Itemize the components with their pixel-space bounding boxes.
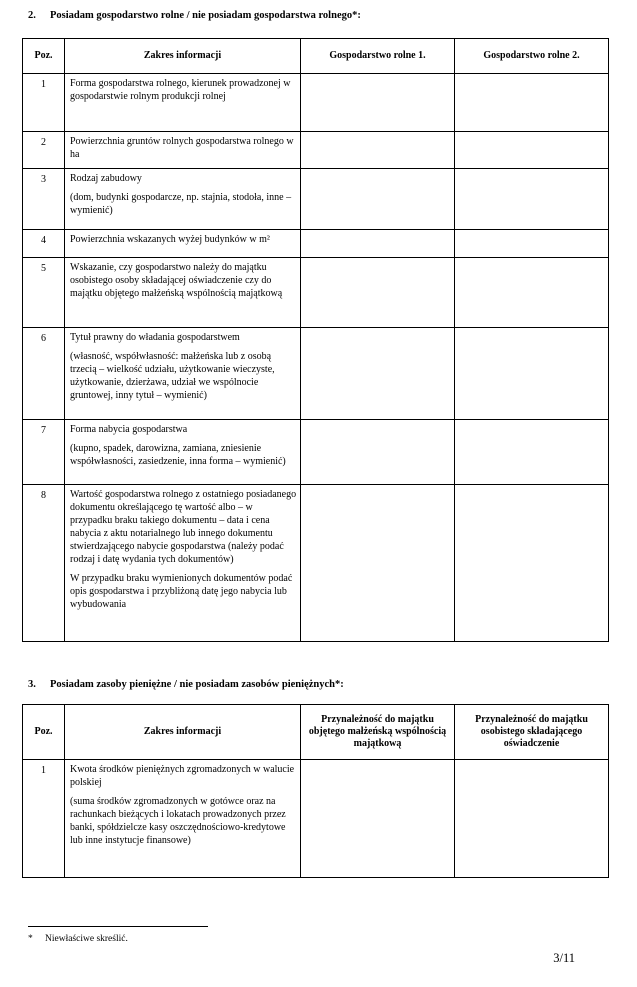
value-cell-2[interactable]: [455, 760, 609, 878]
table-row: [23, 74, 609, 132]
row-description: [65, 420, 301, 485]
header-poz: Poz.: [23, 39, 65, 74]
row-description-line: Tytuł prawny do władania gospodarstwem: [70, 332, 240, 343]
row-description: [65, 485, 301, 642]
table-row: [23, 485, 609, 642]
section-3-title: Posiadam zasoby pieniężne / nie posiadam zasobów pieniężnych*:: [50, 679, 344, 690]
row-position: 1: [23, 74, 65, 132]
row-description-line: (suma środków zgromadzonych w gotówce oraz na rachunkach bieżących i lokatach prowadzonych przez banki, spółdzielcze kasy oszczędnościowo-kredytowe lub inne instytucje finansowe): [70, 796, 286, 846]
row-description-line: Powierzchnia wskazanych wyżej budynków w m²: [70, 234, 270, 245]
table-row: [23, 328, 609, 420]
value-cell-1[interactable]: [301, 169, 455, 230]
table-row: [23, 169, 609, 230]
cash-table: [22, 704, 609, 878]
row-description: [65, 328, 301, 420]
table-row: [23, 258, 609, 328]
value-cell-2[interactable]: [455, 258, 609, 328]
value-cell-2[interactable]: [455, 485, 609, 642]
row-position: 1: [23, 760, 65, 878]
section-3-heading: [28, 679, 344, 690]
value-cell-1[interactable]: [301, 74, 455, 132]
farm-table: [22, 38, 609, 642]
value-cell-2[interactable]: [455, 169, 609, 230]
row-description: [65, 169, 301, 230]
section-2-title: Posiadam gospodarstwo rolne / nie posiadam gospodarstwa rolnego*:: [50, 10, 361, 21]
value-cell-1[interactable]: [301, 230, 455, 258]
table-row: [23, 420, 609, 485]
row-description: [65, 760, 301, 878]
value-cell-2[interactable]: [455, 328, 609, 420]
value-cell-2[interactable]: [455, 230, 609, 258]
section-3-number: 3.: [28, 679, 36, 690]
value-cell-1[interactable]: [301, 258, 455, 328]
footnote-divider: [28, 926, 208, 927]
row-description: [65, 258, 301, 328]
section-2-number: 2.: [28, 10, 36, 21]
header-wspolnosc: Przynależność do majątku objętego małżeńską wspólnością majątkową: [301, 705, 455, 760]
header-zakres: Zakres informacji: [65, 705, 301, 760]
value-cell-2[interactable]: [455, 132, 609, 169]
footnote-text: Niewłaściwe skreślić.: [45, 934, 128, 944]
row-position: 4: [23, 230, 65, 258]
row-position: 6: [23, 328, 65, 420]
header-gospodarstwo-2: Gospodarstwo rolne 2.: [455, 39, 609, 74]
header-poz: Poz.: [23, 705, 65, 760]
header-osobisty: Przynależność do majątku osobistego składającego oświadczenie: [455, 705, 609, 760]
header-gospodarstwo-1: Gospodarstwo rolne 1.: [301, 39, 455, 74]
row-description-line: Forma gospodarstwa rolnego, kierunek prowadzonej w gospodarstwie rolnym produkcji rolnej: [70, 78, 291, 102]
row-description-line: (kupno, spadek, darowizna, zamiana, zniesienie współwłasności, zasiedzenie, inna forma – wymienić): [70, 443, 286, 467]
value-cell-1[interactable]: [301, 760, 455, 878]
section-2-heading: [28, 10, 361, 21]
cash-table-header-row: [23, 705, 609, 760]
row-position: 7: [23, 420, 65, 485]
row-description-line: Powierzchnia gruntów rolnych gospodarstwa rolnego w ha: [70, 136, 294, 160]
header-zakres: Zakres informacji: [65, 39, 301, 74]
row-description-line: (własność, współwłasność: małżeńska lub z osobą trzecią – wielkość udziału, użytkowanie wieczyste, użytkowanie, dzierżawa, udział we wspólnocie gruntowej, inny tytuł – wymienić): [70, 351, 275, 401]
farm-table-header-row: [23, 39, 609, 74]
value-cell-1[interactable]: [301, 485, 455, 642]
value-cell-1[interactable]: [301, 420, 455, 485]
row-description-line: Rodzaj zabudowy: [70, 173, 142, 184]
table-row: [23, 132, 609, 169]
row-description-line: Forma nabycia gospodarstwa: [70, 424, 188, 435]
value-cell-2[interactable]: [455, 420, 609, 485]
table-row: [23, 760, 609, 878]
row-description-line: (dom, budynki gospodarcze, np. stajnia, stodoła, inne – wymienić): [70, 192, 292, 216]
row-position: 5: [23, 258, 65, 328]
row-description: [65, 132, 301, 169]
row-description-line: Wskazanie, czy gospodarstwo należy do majątku osobistego osoby składającej oświadczenie czy do majątku objętego małżeńską wspólnością majątkową: [70, 262, 283, 299]
row-position: 2: [23, 132, 65, 169]
row-description-line: Wartość gospodarstwa rolnego z ostatniego posiadanego dokumentu określającego tę wartość albo – w przypadku braku takiego dokumentu – data i cena nabycia z aktu notarialnego lub innego dokumentu stwierdzającego nabycie gospodarstwa (należy podać rodzaj i datę wydania tych dokumentów): [70, 489, 297, 565]
value-cell-1[interactable]: [301, 132, 455, 169]
table-row: [23, 230, 609, 258]
page-number: 3/11: [553, 951, 575, 965]
row-description: [65, 230, 301, 258]
row-description-line: Kwota środków pieniężnych zgromadzonych w walucie polskiej: [70, 764, 295, 788]
value-cell-2[interactable]: [455, 74, 609, 132]
row-description: [65, 74, 301, 132]
row-position: 3: [23, 169, 65, 230]
footnote-mark: *: [28, 934, 33, 944]
footnote: [28, 934, 128, 944]
row-description-line: W przypadku braku wymienionych dokumentów podać opis gospodarstwa i przybliżoną datę jego nabycia lub wybudowania: [70, 573, 293, 610]
value-cell-1[interactable]: [301, 328, 455, 420]
row-position: 8: [23, 485, 65, 642]
